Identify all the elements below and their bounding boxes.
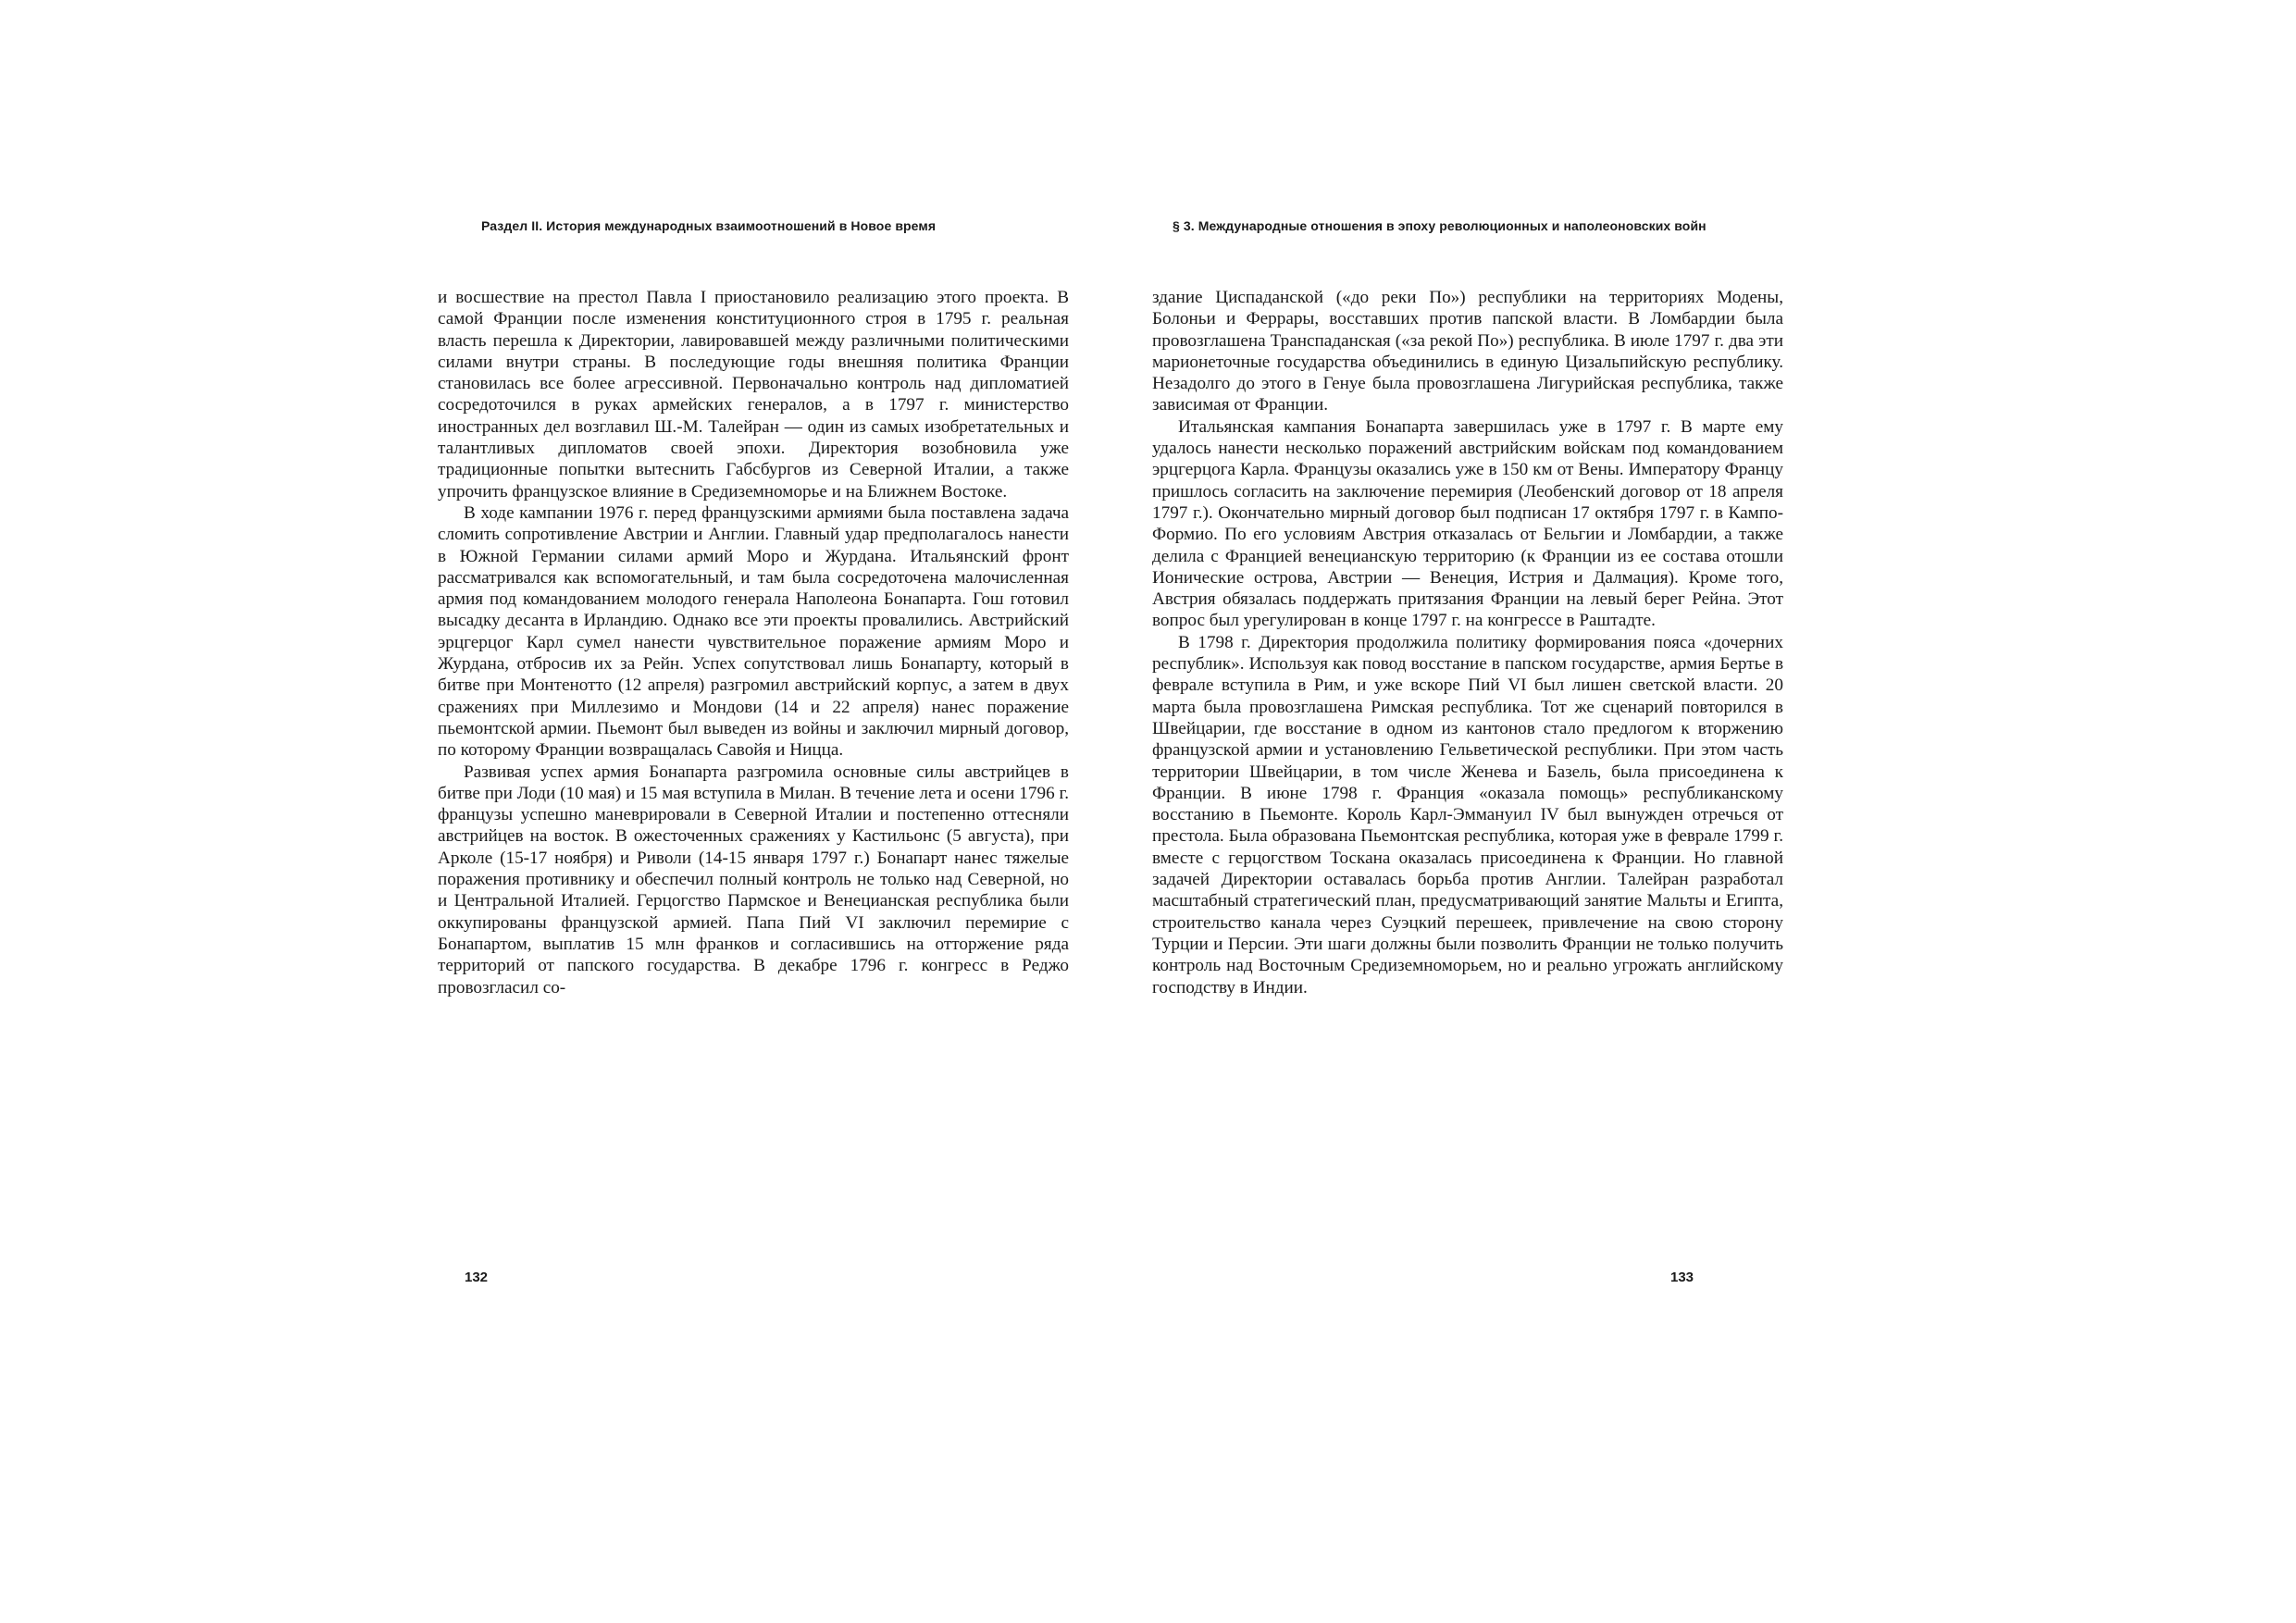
paragraph: В ходе кампании 1976 г. перед французскими армиями была поставлена задача сломить сопротивление Австрии и Англии. Главный удар предполагалось нанести в Южной Германии силами армий Моро и Журдана. Итальянский фронт рассматривался как вспомогательный, и там была сосредоточена малочисленная армия под командованием молодого генерала Наполеона Бонапарта. Гош готовил высадку десанта в Ирландию. Однако все эти проекты провалились. Австрийский эрцгерцог Карл сумел нанести чувствительное поражение армиям Моро и Журдана, отбросив их за Рейн. Успех сопутствовал лишь Бонапарту, который в битве при Монтенотто (12 апреля) разгромил австрийский корпус, а затем в двух сражениях при Миллезимо и Мондови (14 и 22 апреля) нанес поражение пьемонтской армии. Пьемонт был выведен из войны и заключил мирный договор, по которому Франции возвращалась Савойя и Ницца. [438, 502, 1069, 761]
paragraph: Итальянская кампания Бонапарта завершилась уже в 1797 г. В марте ему удалось нанести несколько поражений австрийским войскам под командованием эрцгерцога Карла. Французы оказались уже в 150 км от Вены. Императору Францу пришлось согласить на заключение перемирия (Леобенский договор от 18 апреля 1797 г.). Окончательно мирный договор был подписан 17 октября 1797 г. в Кампо-Формио. По его условиям Австрия отказалась от Бельгии и Ломбардии, а также делила с Францией венецианскую территорию (к Франции из ее состава отошли Ионические острова, Австрии — Венеция, Истрия и Далмация). Кроме того, Австрия обязалась поддержать притязания Франции на левый берег Рейна. Этот вопрос был урегулирован в конце 1797 г. на конгрессе в Раштадте. [1152, 416, 1783, 631]
left-page [435, 0, 1083, 1623]
paragraph: здание Циспаданской («до реки По») республики на территориях Модены, Болоньи и Феррары, восставших против папской власти. В Ломбардии была провозглашена Транспаданская («за рекой По») республика. В июле 1797 г. два эти марионеточные государства объединились в единую Цизальпийскую республику. Незадолго до этого в Генуе была провозглашена Лигурийская республика, также зависимая от Франции. [1152, 288, 1783, 415]
page-number-left: 132 [465, 1270, 489, 1285]
page-number-right: 133 [1670, 1270, 1694, 1285]
right-page [1152, 0, 1800, 1623]
running-head-right: § 3. Международные отношения в эпоху революционных и наполеоновских войн [1173, 218, 1706, 233]
paragraph: и восшествие на престол Павла I приостановило реализацию этого проекта. В самой Франции после изменения конституционного строя в 1795 г. реальная власть перешла к Директории, лавировавшей между различными политическими силами внутри страны. В последующие годы внешняя политика Франции становилась все более агрессивной. Первоначально контроль над дипломатией сосредоточился в руках армейских генералов, а в 1797 г. министерство иностранных дел возглавил Ш.-М. Талейран — один из самых изобретательных и талантливых дипломатов своей эпохи. Директория возобновила уже традиционные попытки вытеснить Габсбургов из Северной Италии, а также упрочить французское влияние в Средиземноморье и на Ближнем Востоке. [438, 288, 1069, 502]
left-page-body [438, 287, 1069, 998]
paragraph: В 1798 г. Директория продолжила политику формирования пояса «дочерних республик». Используя как повод восстание в папском государстве, армия Бертье в феврале вступила в Рим, и уже вскоре Пий VI был лишен светской власти. 20 марта была провозглашена Римская республика. Тот же сценарий повторился в Швейцарии, где восстание в одном из кантонов стало предлогом к вторжению французской армии и установлению Гельветической республики. При этом часть территории Швейцарии, в том числе Женева и Базель, была присоединена к Франции. В июне 1798 г. Франция «оказала помощь» республиканскому восстанию в Пьемонте. Король Карл-Эммануил IV был вынужден отречься от престола. Была образована Пьемонтская республика, которая уже в феврале 1799 г. вместе с герцогством Тоскана оказалась присоединена к Франции. Но главной задачей Директории оставалась борьба против Англии. Талейран разработал масштабный стратегический план, предусматривающий занятие Мальты и Египта, строительство канала через Суэцкий перешеек, привлечение на свою сторону Турции и Персии. Эти шаги должны были позволить Франции не только получить контроль над Восточным Средиземноморьем, но и реально угрожать английскому господству в Индии. [1152, 632, 1783, 997]
paragraph: Развивая успех армия Бонапарта разгромила основные силы австрийцев в битве при Лоди (10 мая) и 15 мая вступила в Милан. В течение лета и осени 1796 г. французы успешно маневрировали в Северной Италии и постепенно оттесняли австрийцев на восток. В ожесточенных сражениях у Кастильонс (5 августа), при Арколе (15-17 ноября) и Риволи (14-15 января 1797 г.) Бонапарт нанес тяжелые поражения противнику и обеспечил полный контроль не только над Северной, но и Центральной Италией. Герцогство Пармское и Венецианская республика были оккупированы французской армией. Папа Пий VI заключил перемирие с Бонапартом, выплатив 15 млн франков и согласившись на отторжение ряда территорий от папского государства. В декабре 1796 г. конгресс в Реджо провозгласил со- [438, 762, 1069, 997]
right-page-body [1152, 287, 1783, 998]
running-head-left: Раздел II. История международных взаимоотношений в Новое время [481, 218, 937, 233]
